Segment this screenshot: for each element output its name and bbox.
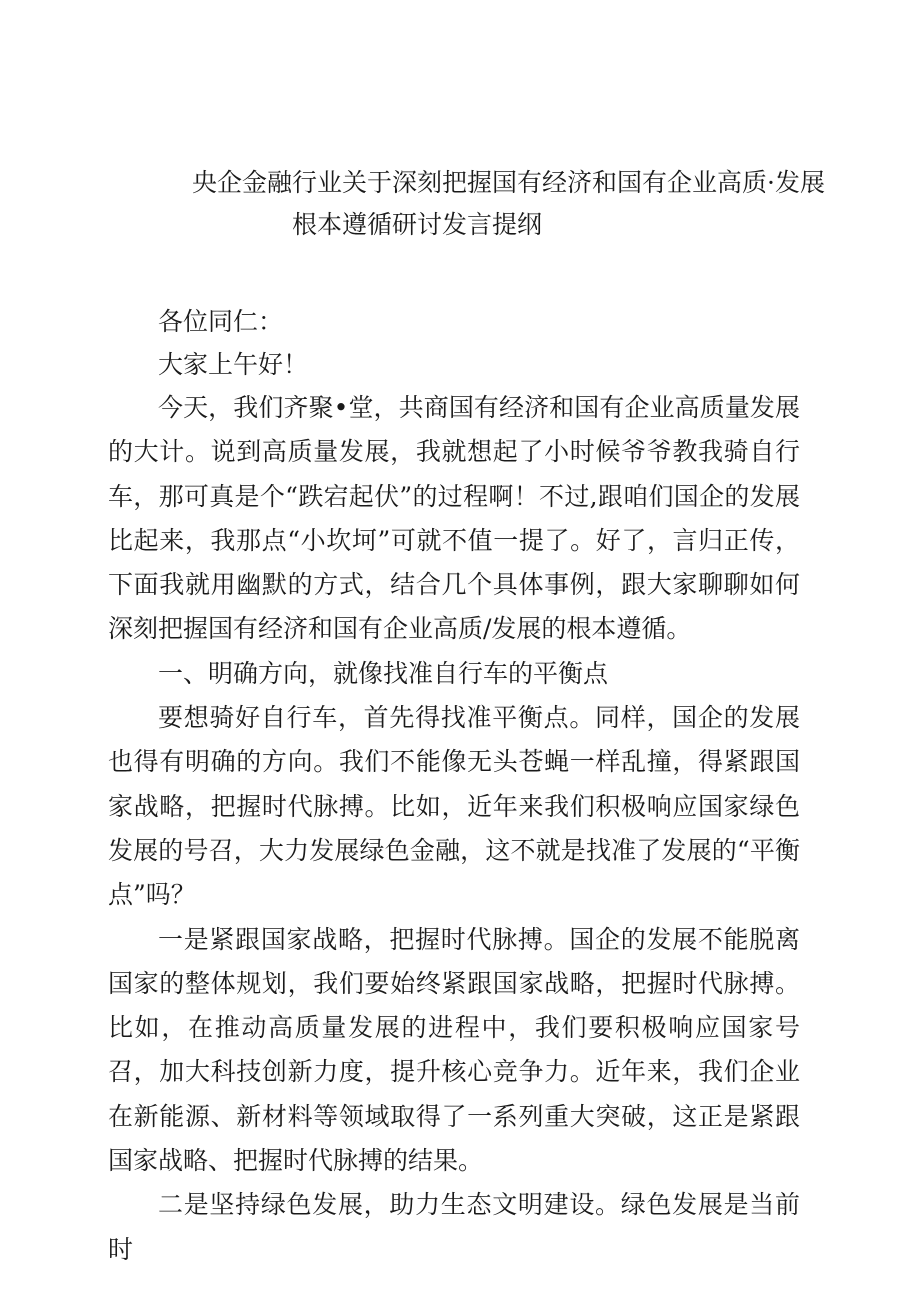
- salutation-text: 各位同仁：: [158, 307, 284, 336]
- paragraph-balance: 要想骑好自行车，首先得找准平衡点。同样，国企的发展也得有明确的方向。我们不能像无头苍蝇一样乱撞，得紧跟国家战略，把握时代脉搏。比如，近年来我们积极响应国家绿色发展的号召，大力发展绿色金融，这不就是找准了发展的“平衡点”吗？: [108, 703, 800, 910]
- greeting: [108, 343, 800, 387]
- salutation: [108, 300, 800, 344]
- greeting-text: 大家上午好！: [158, 350, 309, 379]
- document-title-line-2: 根本遵循研讨发言提纲: [292, 210, 543, 239]
- document-title-line-1: 央企金融行业关于深刻把握国有经济和国有企业高质·发展: [192, 168, 825, 197]
- paragraph-point-1: 一是紧跟国家战略，把握时代脉搏。国企的发展不能脱离国家的整体规划，我们要始终紧跟国家战略，把握时代脉搏。比如，在推动高质量发展的进程中，我们要积极响应国家号召，加大科技创新力度，提升核心竞争力。近年来，我们企业在新能源、新材料等领域取得了一系列重大突破，这正是紧跟国家战略、把握时代脉搏的结果。: [108, 924, 800, 1176]
- paragraph-intro: 今天，我们齐聚•堂，共商国有经济和国有企业高质量发展的大计。说到高质量发展，我就想起了小时候爷爷教我骑自行车，那可真是个“跌宕起伏”的过程啊！不过,跟咱们国企的发展比起来，我那点“小坎坷”可就不值一提了。好了，言归正传，下面我就用幽默的方式，结合几个具体事例，跟大家聊聊如何深刻把握国有经济和国有企业高质/发展的根本遵循。: [108, 393, 800, 644]
- section-heading-1: 一、明确方向，就像找准自行车的平衡点: [158, 658, 609, 688]
- document-body: [108, 386, 800, 1272]
- paragraph-point-2: 二是坚持绿色发展，助力生态文明建设。绿色发展是当前时: [108, 1190, 800, 1264]
